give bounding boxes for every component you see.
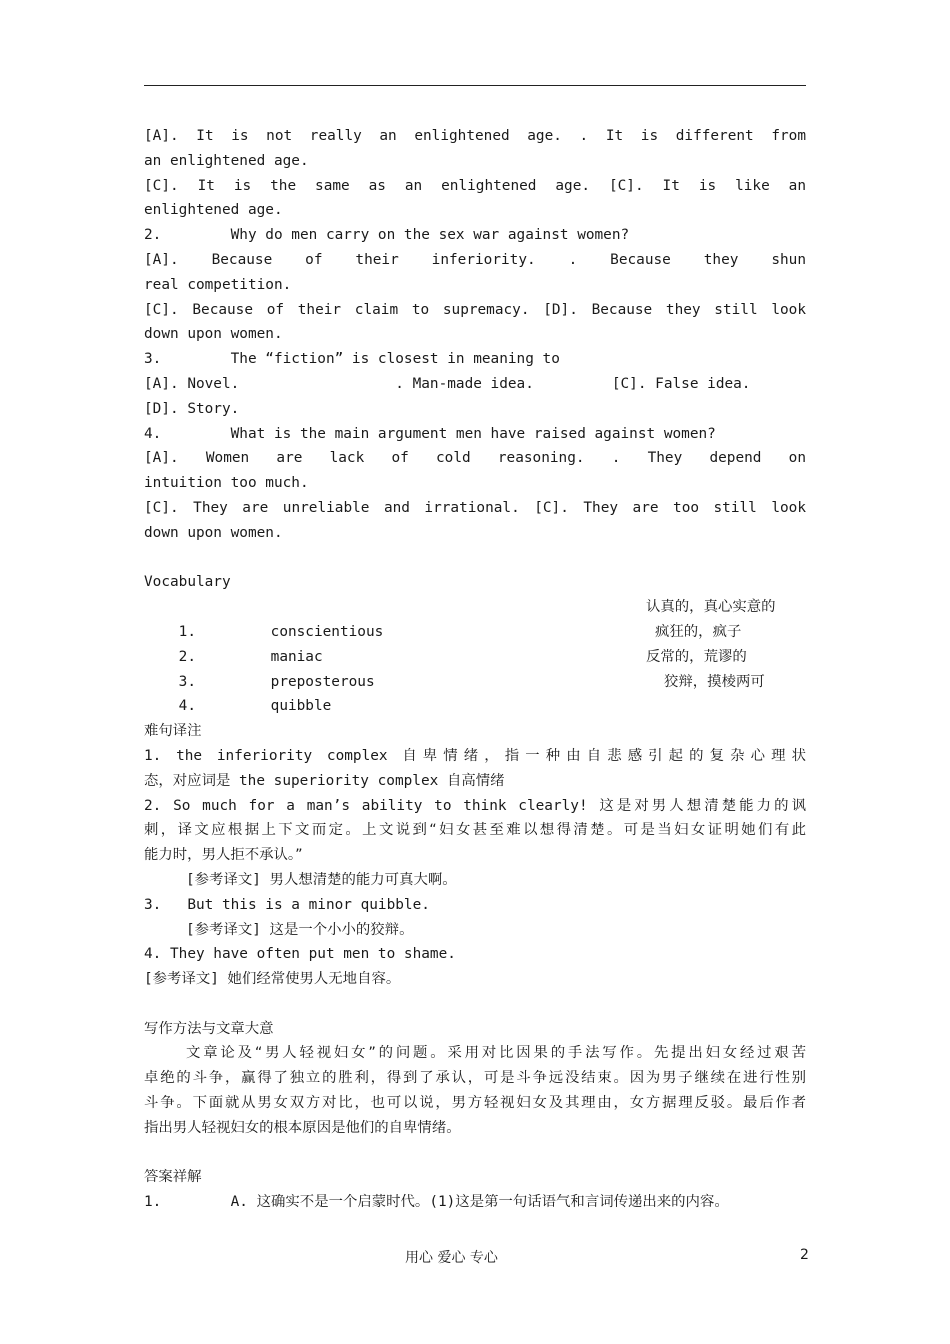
question-line: [A]. Because of their inferiority. . Because they shun <box>144 251 806 268</box>
answer-line: 1. A. 这确实不是一个启蒙时代。(1)这是第一句话语气和言词传递出来的内容。 <box>144 1194 729 1211</box>
note-line: 态，对应词是 the superiority complex 自高情绪 <box>144 772 505 789</box>
vocab-meaning: 狡辩，摸棱两可 <box>664 673 765 690</box>
note-line: 能力时，男人拒不承认。” <box>144 847 303 864</box>
note-line: 2. So much for a man’s ability to think clearly! 这是对男人想清楚能力的讽 <box>144 797 806 814</box>
question-line: down upon women. <box>144 326 283 343</box>
note-translation: [参考译文] 这是一个小小的狡辩。 <box>186 921 414 938</box>
vocab-word: conscientious <box>270 623 384 640</box>
question-line: down upon women. <box>144 524 283 541</box>
footer-motto: 用心 爱心 专心 <box>405 1250 498 1266</box>
question-line: [C]. They are unreliable and irrational. [C]. They are too still look <box>144 499 806 516</box>
question-line: real competition. <box>144 276 292 293</box>
vocab-meaning: 疯狂的，疯子 <box>655 623 742 640</box>
vocab-word: maniac <box>270 648 323 665</box>
question-line: [D]. Story. <box>144 400 240 417</box>
question-stem: 4. What is the main argument men have raised against women? <box>144 425 716 442</box>
header-rule <box>144 85 806 86</box>
notes-heading: 难句译注 <box>144 723 202 740</box>
question-line: enlightened age. <box>144 202 283 219</box>
question-line: [C]. It is the same as an enlightened age. [C]. It is like an <box>144 177 806 194</box>
answers-heading: 答案祥解 <box>144 1169 202 1186</box>
question-line: [C]. Because of their claim to supremacy. [D]. Because they still look <box>144 301 806 318</box>
note-line: 刺，译文应根据上下文而定。上文说到“妇女甚至难以想得清楚。可是当妇女证明她们有此 <box>144 822 806 839</box>
summary-line: 卓绝的斗争，赢得了独立的胜利，得到了承认，可是斗争远没结束。因为男子继续在进行性别 <box>144 1070 806 1087</box>
vocab-word: quibble <box>270 698 332 715</box>
vocab-item <box>144 670 806 715</box>
summary-line: 文章论及“男人轻视妇女”的问题。采用对比因果的手法写作。先提出妇女经过艰苦 <box>186 1045 806 1062</box>
summary-heading: 写作方法与文章大意 <box>144 1020 274 1037</box>
vocabulary-heading: Vocabulary <box>144 574 231 591</box>
question-line: [A]. It is not really an enlightened age. . It is different from <box>144 128 806 144</box>
question-line: an enlightened age. <box>144 152 309 169</box>
question-stem: 3. The “fiction” is closest in meaning to <box>144 351 560 368</box>
vocab-number: 3. <box>178 673 196 690</box>
note-line: 1. the inferiority complex 自卑情绪，指一种由自悲感引起的复杂心理状 <box>144 747 806 764</box>
note-translation: [参考译文] 男人想清楚的能力可真大啊。 <box>186 871 457 888</box>
vocab-number: 1. <box>178 623 196 640</box>
document-page <box>144 124 806 1215</box>
vocab-meaning: 认真的，真心实意的 <box>646 599 776 616</box>
note-line: 3. But this is a minor quibble. <box>144 896 430 913</box>
vocab-number: 2. <box>178 648 196 665</box>
question-line: intuition too much. <box>144 475 309 492</box>
page-number: 2 <box>800 1247 809 1263</box>
vocab-number: 4. <box>178 698 196 715</box>
question-stem: 2. Why do men carry on the sex war against women? <box>144 227 630 244</box>
summary-line: 斗争。下面就从男女双方对比，也可以说，男方轻视妇女及其理由，女方据理反驳。最后作者 <box>144 1095 806 1112</box>
question-line: [A]. Novel. . Man-made idea. [C]. False idea. <box>144 375 751 392</box>
vocab-meaning: 反常的，荒谬的 <box>646 648 747 665</box>
vocab-word: preposterous <box>270 673 375 690</box>
note-line: 4. They have often put men to shame. <box>144 946 456 963</box>
note-translation: [参考译文] 她们经常使男人无地自容。 <box>144 971 401 988</box>
question-line: [A]. Women are lack of cold reasoning. . They depend on <box>144 450 806 467</box>
summary-line: 指出男人轻视妇女的根本原因是他们的自卑情绪。 <box>144 1119 461 1136</box>
